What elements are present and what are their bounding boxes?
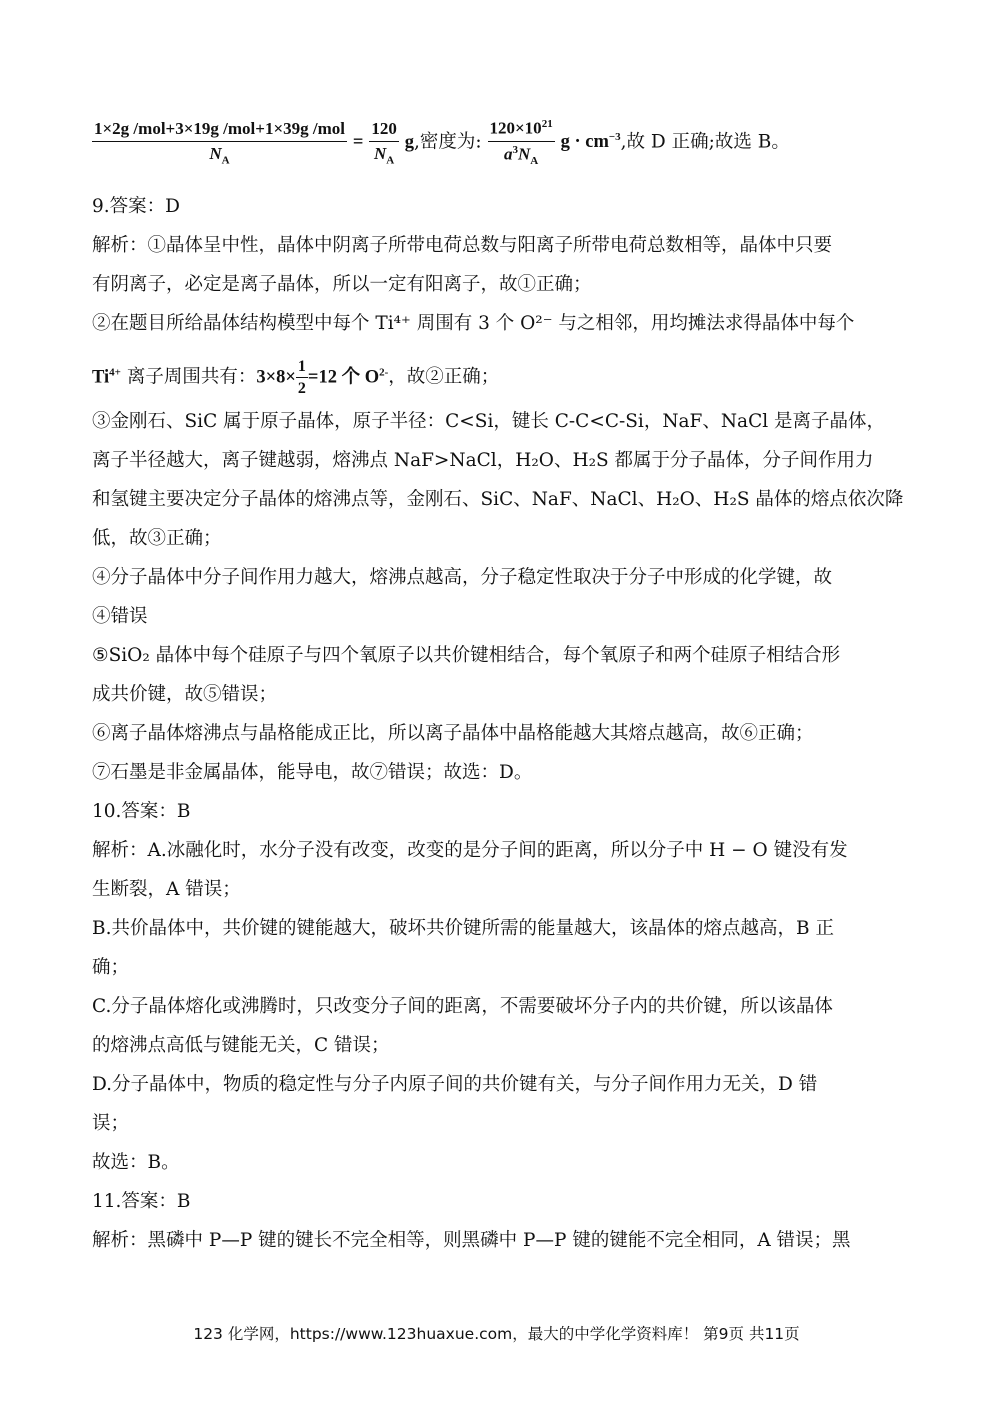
q9-line-2: 有阴离子，必定是离子晶体，所以一定有阳离子，故①正确； (92, 274, 592, 295)
q9-line-1: 解析：①晶体呈中性，晶体中阴离子所带电荷总数与阳离子所带电荷总数相等，晶体中只要 (92, 235, 833, 256)
q9-line-3: ②在题目所给晶体结构模型中每个 Ti⁴⁺ 周围有 3 个 O²⁻ 与之相邻，用均摊法求得晶体中每个 (92, 313, 855, 334)
q11-answer: 11.答案：B (92, 1191, 191, 1212)
molar-mass-fraction (92, 119, 347, 166)
q9-line-12: 成共价键，故⑤错误； (92, 684, 278, 705)
q10-line-2: 生断裂，A 错误； (92, 879, 241, 900)
q10-line-5: C.分子晶体熔化或沸腾时，只改变分子间的距离，不需要破坏分子内的共价键，所以该晶体 (92, 996, 833, 1017)
q10-line-7: D.分子晶体中，物质的稳定性与分子内原子间的共价键有关，与分子间作用力无关，D 错 (92, 1074, 818, 1095)
q10-line-1: 解析：A.冰融化时，水分子没有改变，改变的是分子间的距离，所以分子中 H − O 键没有发 (92, 840, 848, 861)
q11-line-1: 解析：黑磷中 P—P 键的键长不完全相等，则黑磷中 P—P 键的键能不完全相同，A 错误；黑 (92, 1230, 851, 1251)
q9-line-6: 离子半径越大，离子键越弱，熔沸点 NaF>NaCl，H₂O、H₂S 都属于分子晶体，分子间作用力 (92, 450, 874, 471)
formula-line (92, 118, 904, 188)
equals-sign: = (352, 132, 364, 153)
q9-line-11: ⑤SiO₂ 晶体中每个硅原子与四个氧原子以共价键相结合，每个氧原子和两个硅原子相结合形 (92, 645, 841, 666)
q9-line-8: 低，故③正确； (92, 528, 222, 549)
q9-line-9: ④分子晶体中分子间作用力越大，熔沸点越高，分子稳定性取决于分子中形成的化学键，故 (92, 567, 833, 588)
page-footer: 123 化学网，https://www.123huaxue.com，最大的中学化学资料库！ 第9页 共11页 (193, 1325, 800, 1343)
mass-fraction: $\frac{120}{N_A}$ (371, 118, 397, 167)
q10-line-6: 的熔沸点高低与键能无关，C 错误； (92, 1035, 390, 1056)
q9-answer: 9.答案：D (92, 196, 180, 217)
q10-line-4: 确； (92, 957, 130, 978)
q9-line-13: ⑥离子晶体熔沸点与晶格能成正比，所以离子晶体中晶格能越大其熔点越高，故⑥正确； (92, 723, 814, 744)
formula-tail: ,故 D 正确;故选 B。 (620, 131, 790, 153)
q9-line-4: $Ti^{4+}$ 离子周围共有：3×8× $\frac{1}{2}$ =12 个 $O^{2-}$，故②正确； (92, 358, 500, 397)
q9-line-5: ③金刚石、SiC 属于原子晶体，原子半径：C<Si，键长 C-C<C-Si，NaF、NaCl 是离子晶体， (92, 411, 886, 432)
fraction-denominator: $N_A$ (209, 143, 230, 167)
density-label: ,密度为: (413, 131, 482, 153)
unit-g-cm: $g \cdot cm^{-3}$ (560, 131, 621, 153)
q9-line-7: 和氢键主要决定分子晶体的熔沸点等，金刚石、SiC、NaF、NaCl、H₂O、H₂S 晶体的熔点依次降 (92, 489, 904, 510)
q10-line-3: B.共价晶体中，共价键的键能越大，破坏共价键所需的能量越大，该晶体的熔点越高，B 正 (92, 918, 834, 939)
q10-line-9: 故选：B。 (92, 1152, 180, 1173)
fraction-numerator: 1×2g /mol+3×19g /mol+1×39g /mol (92, 119, 347, 142)
q9-line-14: ⑦石墨是非金属晶体，能导电，故⑦错误；故选：D。 (92, 762, 533, 783)
q9-line-10: ④错误 (92, 606, 148, 627)
density-fraction: $\frac{120\times 10^{21}}{a^3N_A}$ (489, 118, 553, 167)
q10-line-8: 误； (92, 1113, 130, 1134)
unit-g: g (404, 132, 414, 153)
half-fraction: $\frac{1}{2}$ (297, 358, 306, 397)
q10-answer: 10.答案：B (92, 801, 191, 822)
